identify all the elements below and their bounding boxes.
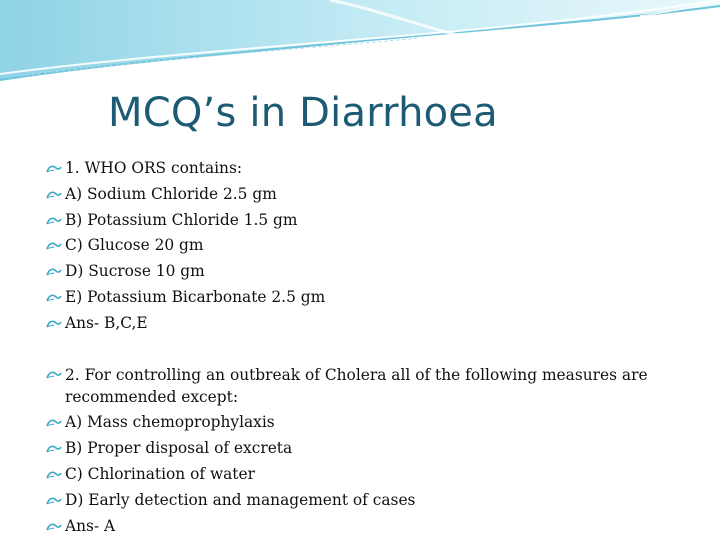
question-1-option-a: A) Sodium Chloride 2.5 gm [46, 182, 696, 208]
header-wave-decoration [0, 0, 720, 90]
leaf-wave-bullet-icon [46, 436, 62, 462]
question-2-stem: 2. For controlling an outbreak of Cholera all of the following measures are recommended except: [46, 362, 696, 410]
question-1-answer: Ans- B,C,E [46, 311, 696, 337]
slide-title: MCQ’s in Diarrhoea [108, 90, 498, 136]
spacer [46, 337, 696, 363]
question-1-option-d: D) Sucrose 10 gm [46, 259, 696, 285]
question-1-stem: 1. WHO ORS contains: [46, 156, 696, 182]
leaf-wave-bullet-icon [46, 208, 62, 234]
question-2-option-b: B) Proper disposal of excreta [46, 436, 696, 462]
bullet-list [46, 156, 696, 539]
leaf-wave-bullet-icon [46, 311, 62, 337]
question-1-option-c: C) Glucose 20 gm [46, 233, 696, 259]
leaf-wave-bullet-icon [46, 488, 62, 514]
question-2-answer: Ans- A [46, 514, 696, 540]
question-2-option-c: C) Chlorination of water [46, 462, 696, 488]
question-1-option-b: B) Potassium Chloride 1.5 gm [46, 208, 696, 234]
leaf-wave-bullet-icon [46, 285, 62, 311]
question-2-option-d: D) Early detection and management of cases [46, 488, 696, 514]
leaf-wave-bullet-icon [46, 514, 62, 540]
question-1-option-e: E) Potassium Bicarbonate 2.5 gm [46, 285, 696, 311]
leaf-wave-bullet-icon [46, 233, 62, 259]
leaf-wave-bullet-icon [46, 156, 62, 182]
leaf-wave-bullet-icon [46, 362, 62, 388]
question-2-option-a: A) Mass chemoprophylaxis [46, 410, 696, 436]
leaf-wave-bullet-icon [46, 410, 62, 436]
leaf-wave-bullet-icon [46, 462, 62, 488]
leaf-wave-bullet-icon [46, 182, 62, 208]
leaf-wave-bullet-icon [46, 259, 62, 285]
